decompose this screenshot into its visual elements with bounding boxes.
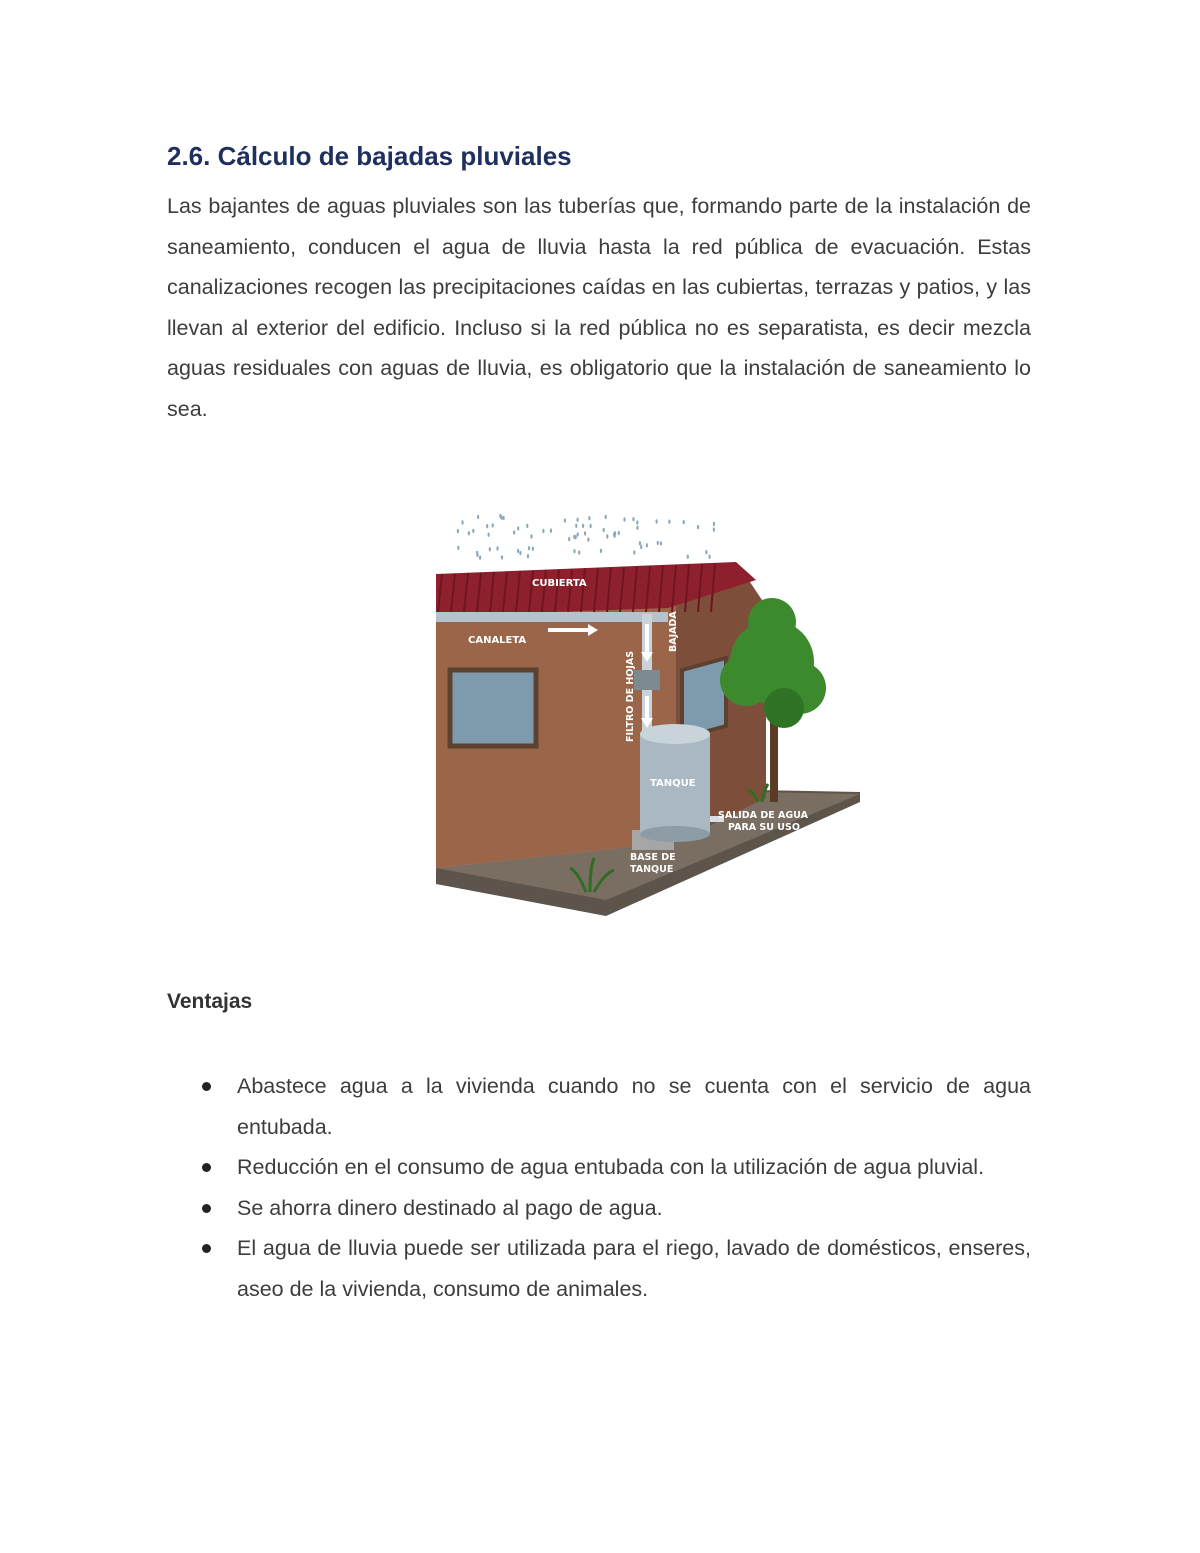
list-item xyxy=(167,1066,1031,1147)
intro-paragraph: Las bajantes de aguas pluviales son las tuberías que, formando parte de la instalación de saneamiento, conducen el agua de lluvia hasta la red pública de evacuación. Estas canalizaciones recogen las precipitaciones caídas en las cubiertas, terrazas y patios, y las llevan al exterior del edificio. Incluso si la red pública no es separatista, es decir mezcla aguas residuales con aguas de lluvia, es obligatorio que la instalación de saneamiento lo sea. xyxy=(167,194,1031,421)
rain-drop xyxy=(513,530,515,534)
rain-drop xyxy=(479,555,481,559)
rain-drop xyxy=(705,550,707,554)
rain-drop xyxy=(575,524,577,528)
rain-drop xyxy=(584,531,586,535)
label-filtro-de-hojas: FILTRO DE HOJAS xyxy=(625,650,636,742)
leaf-filter-box xyxy=(634,670,660,690)
house-diagram-svg xyxy=(436,512,860,924)
rain-drop xyxy=(550,529,552,533)
rain-drop xyxy=(639,541,641,545)
bullet-icon xyxy=(202,1163,211,1172)
rain-drop xyxy=(606,534,608,538)
rain-drop xyxy=(503,516,505,520)
rain-drop xyxy=(668,520,670,524)
water-tank-bottom xyxy=(640,826,710,842)
rain-drop xyxy=(640,545,642,549)
label-base-2: TANQUE xyxy=(630,864,674,875)
rain-drop xyxy=(656,519,658,523)
rain-drop xyxy=(636,526,638,530)
rain-drop xyxy=(476,553,478,557)
rain-drop xyxy=(530,534,532,538)
section-heading: 2.6. Cálculo de bajadas pluviales xyxy=(167,141,572,171)
rain-drops xyxy=(457,514,715,560)
rain-drop xyxy=(568,537,570,541)
water-tank-top xyxy=(640,724,710,744)
label-tanque: TANQUE xyxy=(650,778,696,789)
rain-drop xyxy=(564,518,566,522)
rain-drop xyxy=(517,526,519,530)
rain-drop xyxy=(588,516,590,520)
label-cubierta: CUBIERTA xyxy=(532,578,587,589)
rain-drop xyxy=(600,549,602,553)
rain-drop xyxy=(573,549,575,553)
rain-drop xyxy=(468,531,470,535)
rain-drop xyxy=(577,532,579,536)
rain-drop xyxy=(614,534,616,538)
rain-drop xyxy=(623,517,625,521)
ventajas-list xyxy=(167,1066,1031,1310)
rain-drop xyxy=(618,531,620,535)
bullet-icon xyxy=(202,1204,211,1213)
ventajas-heading: Ventajas xyxy=(167,990,253,1013)
list-item-text: Se ahorra dinero destinado al pago de agua. xyxy=(237,1195,663,1220)
rain-drop xyxy=(496,546,498,550)
rain-drop xyxy=(577,518,579,522)
rain-drop xyxy=(488,533,490,537)
rain-drop xyxy=(582,524,584,528)
rain-drop xyxy=(517,549,519,553)
list-item xyxy=(167,1228,1031,1309)
front-window xyxy=(450,670,536,746)
rain-drop xyxy=(472,529,474,533)
bullet-icon xyxy=(202,1244,211,1253)
rain-drop xyxy=(462,520,464,524)
rain-drop xyxy=(457,546,459,550)
label-salida-1: SALIDA DE AGUA xyxy=(718,810,808,821)
rainwater-harvesting-illustration xyxy=(436,512,860,924)
rain-drop xyxy=(657,541,659,545)
rain-drop xyxy=(633,550,635,554)
rain-drop xyxy=(590,524,592,528)
rain-drop xyxy=(713,522,715,526)
rain-drop xyxy=(697,525,699,529)
rain-drop xyxy=(573,535,575,539)
rain-drop xyxy=(501,555,503,559)
rain-drop xyxy=(519,551,521,555)
rain-drop xyxy=(486,524,488,528)
rain-drop xyxy=(578,550,580,554)
rain-drop xyxy=(683,520,685,524)
rain-drop xyxy=(587,537,589,541)
label-base-1: BASE DE xyxy=(630,852,676,863)
rain-drop xyxy=(687,555,689,559)
rain-drop xyxy=(477,515,479,519)
rain-drop xyxy=(646,543,648,547)
list-item xyxy=(167,1147,1031,1188)
rain-drop xyxy=(489,547,491,551)
rain-drop xyxy=(526,524,528,528)
rain-drop xyxy=(603,528,605,532)
rain-drop xyxy=(605,515,607,519)
label-canaleta: CANALETA xyxy=(468,635,527,646)
rain-drop xyxy=(528,546,530,550)
rain-drop xyxy=(457,529,459,533)
bullet-icon xyxy=(202,1082,211,1091)
label-bajada: BAJADA xyxy=(668,611,679,652)
label-salida-2: PARA SU USO xyxy=(728,822,800,833)
list-item xyxy=(167,1188,1031,1229)
rain-drop xyxy=(632,517,634,521)
list-item-text: Abastece agua a la vivienda cuando no se cuenta con el servicio de agua entubada. xyxy=(237,1074,1031,1139)
rain-drop xyxy=(499,514,501,518)
list-item-text: Reducción en el consumo de agua entubada con la utilización de agua pluvial. xyxy=(237,1155,985,1180)
rain-drop xyxy=(542,529,544,533)
rain-drop xyxy=(709,555,711,559)
gutter xyxy=(436,612,668,622)
rain-drop xyxy=(660,541,662,545)
rain-drop xyxy=(713,527,715,531)
rain-drop xyxy=(532,547,534,551)
rain-drop xyxy=(636,520,638,524)
rain-drop xyxy=(527,554,529,558)
list-item-text: El agua de lluvia puede ser utilizada para el riego, lavado de domésticos, enseres, aseo de la vivienda, consumo de animales. xyxy=(237,1236,1031,1301)
rain-drop xyxy=(492,523,494,527)
